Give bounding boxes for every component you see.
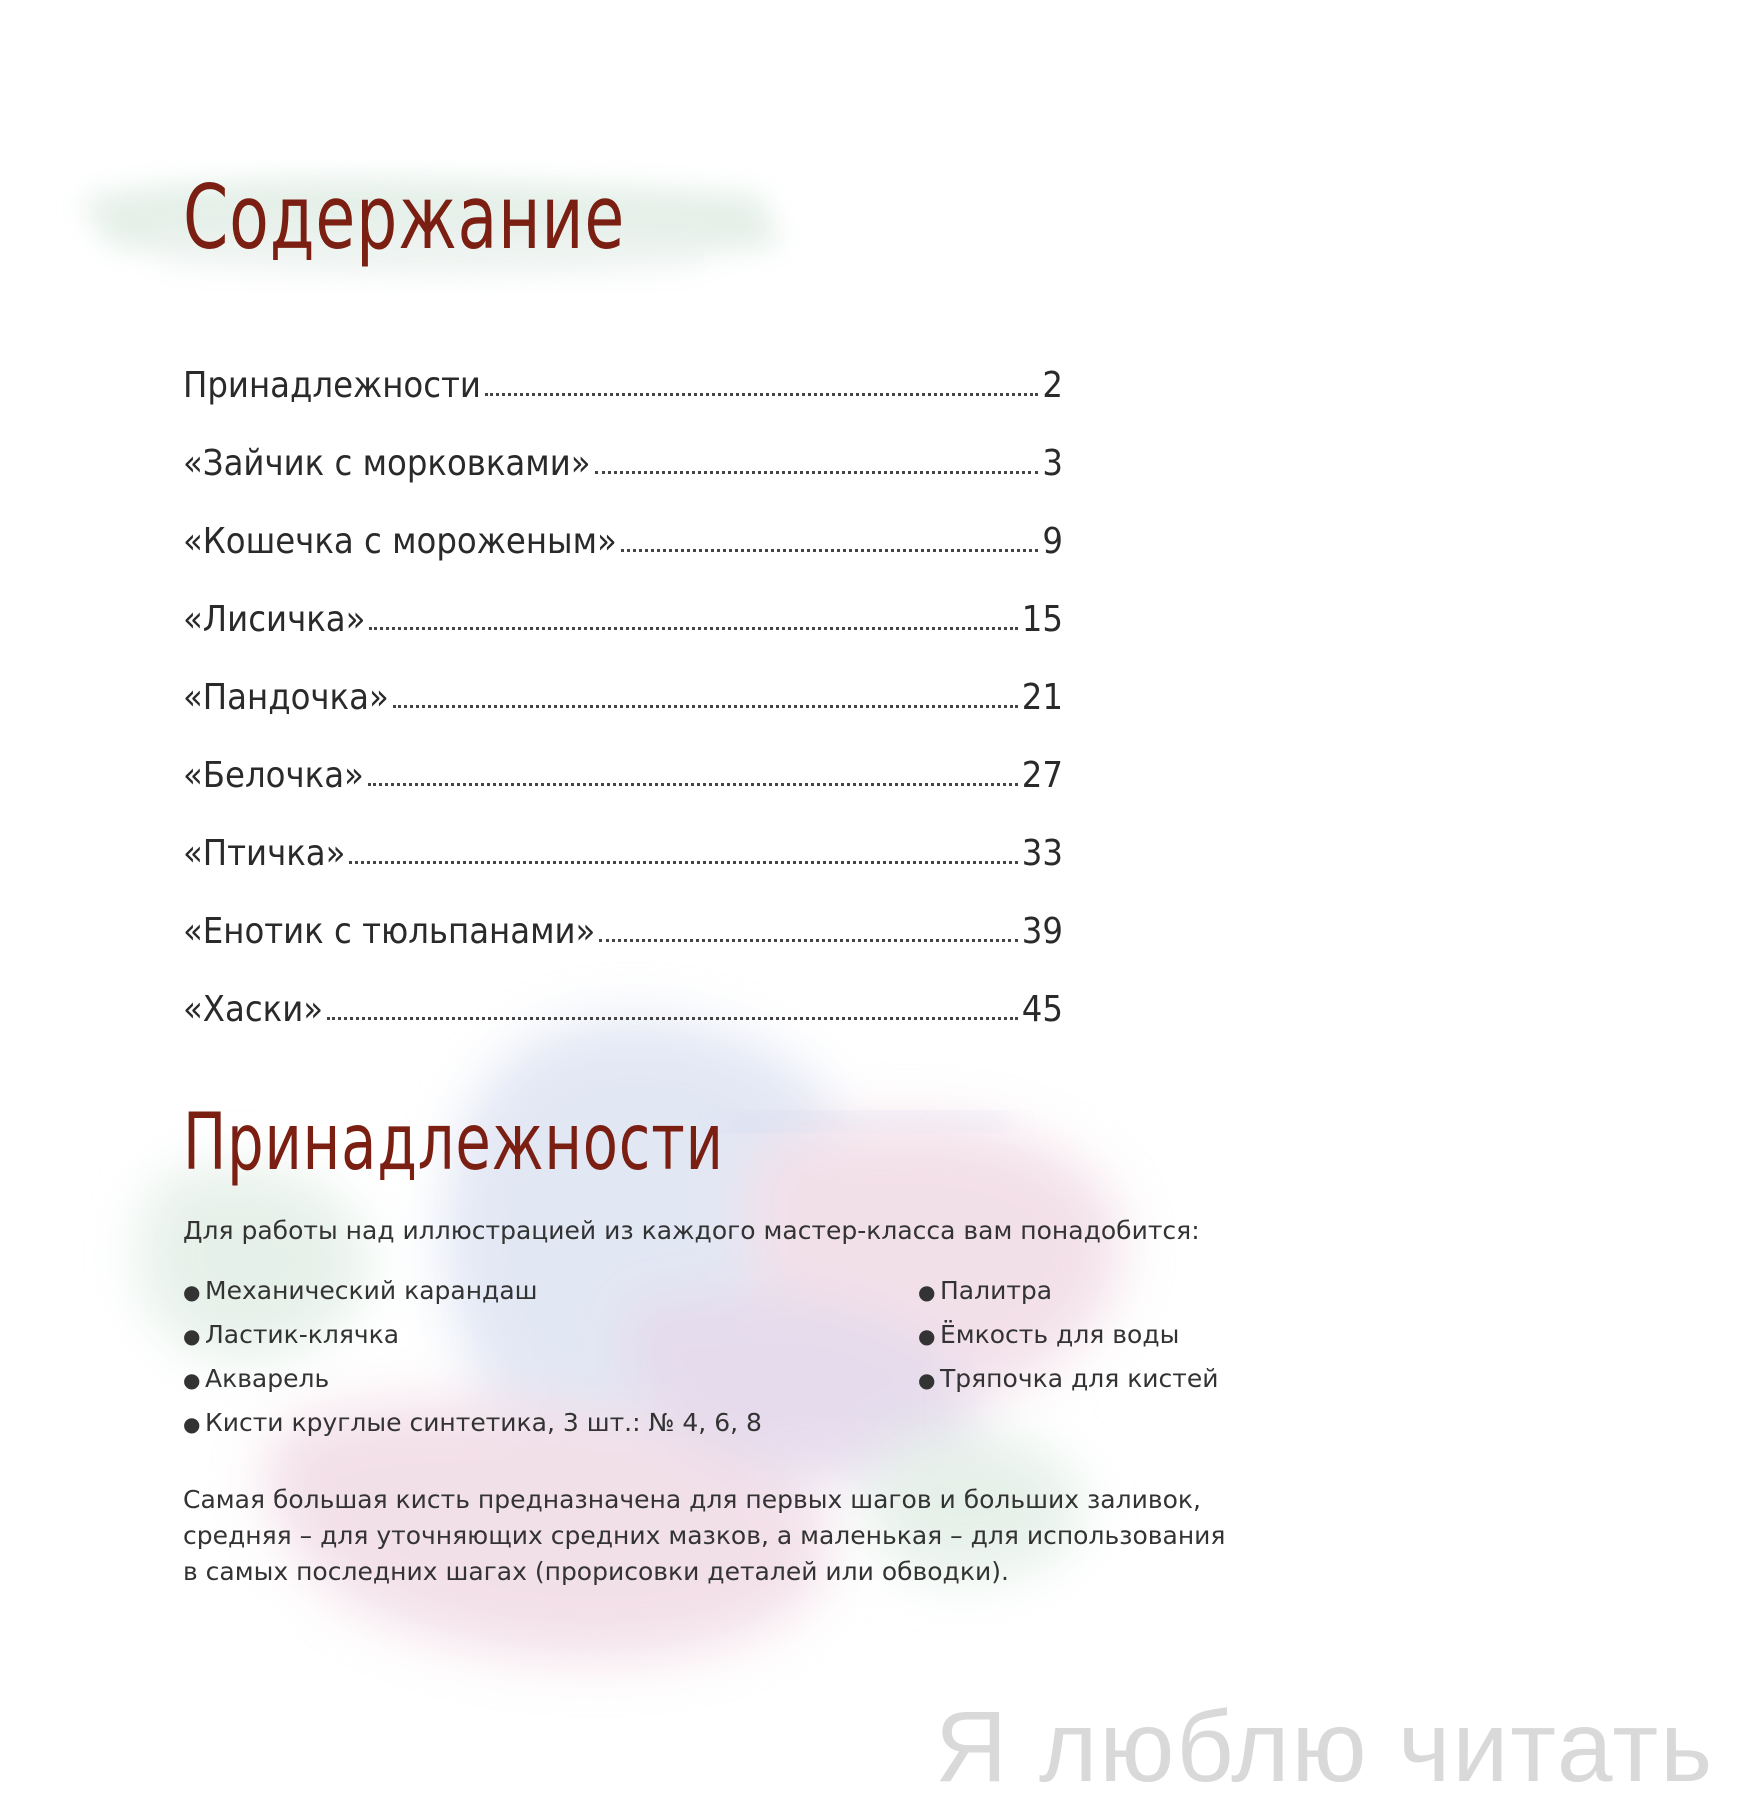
list-item [183,1269,762,1313]
list-item [918,1357,1219,1401]
list-item-text: Акварель [205,1364,330,1393]
table-of-contents [183,328,1063,1030]
toc-leader-dots [327,1017,1018,1020]
bullet-icon: ● [183,1324,201,1348]
toc-row-page: 33 [1021,833,1063,874]
toc-leader-dots [349,861,1017,864]
list-item-text: Ластик-клячка [205,1320,400,1349]
toc-leader-dots [369,627,1017,630]
note-line: средняя – для уточняющих средних мазков, а маленькая – для использования [183,1521,1226,1550]
toc-leader-dots [393,705,1018,708]
toc-row-page: 27 [1021,755,1063,796]
list-item-text: Палитра [940,1276,1053,1305]
toc-row-label: «Белочка» [183,755,364,796]
toc-row-label: «Хаски» [183,989,324,1030]
list-item-text: Ёмкость для воды [940,1320,1180,1349]
toc-row[interactable] [183,874,1063,952]
toc-row[interactable] [183,640,1063,718]
list-item-text: Механический карандаш [205,1276,538,1305]
list-item-text: Кисти круглые синтетика, 3 шт.: № 4, 6, 8 [205,1408,762,1437]
toc-row-label: «Зайчик с морковками» [183,443,591,484]
list-item [918,1313,1219,1357]
toc-leader-dots [595,471,1039,474]
toc-row[interactable] [183,328,1063,406]
watermark: Я люблю читать [935,1691,1715,1803]
list-item [918,1269,1219,1313]
toc-leader-dots [599,939,1017,942]
toc-row-page: 9 [1042,521,1063,562]
toc-row-label: «Лисичка» [183,599,366,640]
toc-leader-dots [621,549,1039,552]
note-line: Самая большая кисть предназначена для первых шагов и больших заливок, [183,1485,1201,1514]
toc-leader-dots [368,783,1018,786]
list-item [183,1401,762,1445]
toc-row-label: «Енотик с тюльпанами» [183,911,596,952]
toc-leader-dots [485,393,1038,396]
toc-row-page: 21 [1021,677,1063,718]
toc-row[interactable] [183,952,1063,1030]
toc-row[interactable] [183,406,1063,484]
brush-usage-note [183,1482,1233,1590]
list-item-text: Тряпочка для кистей [940,1364,1219,1393]
toc-row-label: «Птичка» [183,833,346,874]
supplies-title: Принадлежности [183,1098,724,1188]
bullet-icon: ● [918,1324,936,1348]
bullet-icon: ● [183,1368,201,1392]
list-item [183,1357,762,1401]
bullet-icon: ● [918,1368,936,1392]
toc-row-label: «Кошечка с мороженым» [183,521,617,562]
toc-row[interactable] [183,484,1063,562]
toc-row-page: 15 [1021,599,1063,640]
toc-row[interactable] [183,796,1063,874]
toc-row[interactable] [183,718,1063,796]
supplies-list-left [183,1269,762,1445]
bullet-icon: ● [918,1280,936,1304]
toc-row-label: Принадлежности [183,365,481,406]
toc-row[interactable] [183,562,1063,640]
toc-row-page: 45 [1021,989,1063,1030]
toc-row-page: 39 [1021,911,1063,952]
toc-row-label: «Пандочка» [183,677,389,718]
toc-title: Содержание [183,166,626,269]
note-line: в самых последних шагах (прорисовки деталей или обводки). [183,1557,1009,1586]
toc-row-page: 3 [1042,443,1063,484]
bullet-icon: ● [183,1412,201,1436]
toc-row-page: 2 [1042,365,1063,406]
list-item [183,1313,762,1357]
bullet-icon: ● [183,1280,201,1304]
supplies-intro: Для работы над иллюстрацией из каждого мастер-класса вам понадобится: [183,1216,1200,1245]
supplies-list-right [918,1269,1219,1401]
